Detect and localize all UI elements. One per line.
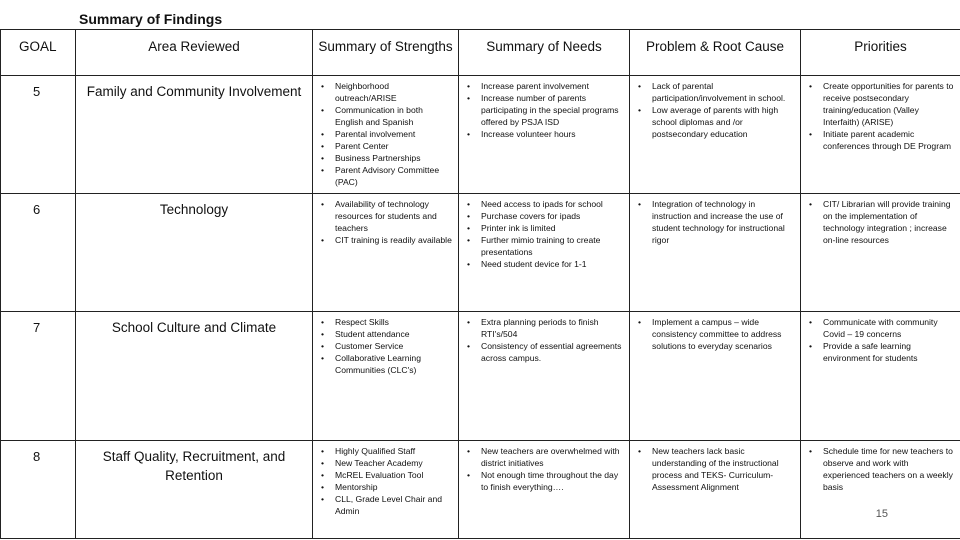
- table-row: [1, 76, 960, 194]
- list-item: • Parental involvement: [335, 128, 452, 140]
- list-item: • CIT/ Librarian will provide training on the implementation of technology integration ; increase on-line resources: [823, 198, 954, 246]
- strengths-list: [313, 76, 458, 188]
- list-item: • Parent Advisory Committee (PAC): [335, 164, 452, 188]
- list-item: • McREL Evaluation Tool: [335, 469, 452, 481]
- list-item: • Collaborative Learning Communities (CLC's): [335, 352, 452, 376]
- problem-cell: [630, 194, 801, 312]
- list-item: • Schedule time for new teachers to observe and work with experienced teachers on a weekly basis: [823, 445, 954, 493]
- list-item: • New Teacher Academy: [335, 457, 452, 469]
- list-item: • Create opportunities for parents to receive postsecondary training/education (Valley Interfaith) (ARISE): [823, 80, 954, 128]
- strengths-cell: [313, 76, 459, 194]
- list-item: • Communication in both English and Spanish: [335, 104, 452, 128]
- priorities-cell: [801, 194, 960, 312]
- needs-cell: [459, 194, 630, 312]
- findings-table: [0, 29, 960, 539]
- list-item: • Student attendance: [335, 328, 452, 340]
- needs-cell: [459, 76, 630, 194]
- list-item: • Further mimio training to create presentations: [481, 234, 623, 258]
- list-item: • Increase parent involvement: [481, 80, 623, 92]
- goal-number: 5: [1, 76, 76, 194]
- page-title: Summary of Findings: [79, 11, 223, 27]
- table-header-row: [1, 30, 960, 76]
- goal-number: 6: [1, 194, 76, 312]
- needs-cell: [459, 312, 630, 441]
- list-item: • Respect Skills: [335, 316, 452, 328]
- list-item: • Extra planning periods to finish RTI's/504: [481, 316, 623, 340]
- list-item: • Mentorship: [335, 481, 452, 493]
- list-item: • Consistency of essential agreements across campus.: [481, 340, 623, 364]
- list-item: • Purchase covers for ipads: [481, 210, 623, 222]
- header-problem-root-cause: Problem & Root Cause: [630, 30, 801, 76]
- list-item: • Printer ink is limited: [481, 222, 623, 234]
- header-area-reviewed: Area Reviewed: [76, 30, 313, 76]
- list-item: • New teachers lack basic understanding of the instructional process and TEKS- Curriculum-Assessment Alignment: [652, 445, 794, 493]
- goal-number: 8: [1, 441, 76, 539]
- area-reviewed: Family and Community Involvement: [76, 76, 313, 194]
- needs-list: [459, 194, 629, 270]
- strengths-list: [313, 441, 458, 517]
- header-goal: GOAL: [1, 30, 76, 76]
- list-item: • Need student device for 1-1: [481, 258, 623, 270]
- problem-list: [630, 76, 800, 140]
- problem-cell: [630, 76, 801, 194]
- list-item: • CIT training is readily available: [335, 234, 452, 246]
- list-item: • Availability of technology resources for students and teachers: [335, 198, 452, 234]
- goal-number: 7: [1, 312, 76, 441]
- priorities-list: [801, 76, 960, 152]
- needs-list: [459, 312, 629, 364]
- problem-cell: [630, 312, 801, 441]
- area-reviewed: Staff Quality, Recruitment, and Retention: [76, 441, 313, 539]
- strengths-list: [313, 194, 458, 246]
- strengths-cell: [313, 441, 459, 539]
- header-summary-of-needs: Summary of Needs: [459, 30, 630, 76]
- list-item: • Not enough time throughout the day to finish everything….: [481, 469, 623, 493]
- list-item: • New teachers are overwhelmed with district initiatives: [481, 445, 623, 469]
- table-row: [1, 441, 960, 539]
- page-number: 15: [875, 508, 888, 520]
- list-item: • Increase number of parents participating in the special programs offered by PSJA ISD: [481, 92, 623, 128]
- problem-list: [630, 194, 800, 246]
- priorities-cell: [801, 312, 960, 441]
- header-summary-of-strengths: Summary of Strengths: [313, 30, 459, 76]
- list-item: • Low average of parents with high school diplomas and /or postsecondary education: [652, 104, 794, 140]
- list-item: • Parent Center: [335, 140, 452, 152]
- problem-list: [630, 441, 800, 493]
- needs-list: [459, 76, 629, 140]
- list-item: • Implement a campus – wide consistency committee to address solutions to everyday scenarios: [652, 316, 794, 352]
- list-item: • Neighborhood outreach/ARISE: [335, 80, 452, 104]
- list-item: • Highly Qualified Staff: [335, 445, 452, 457]
- priorities-cell: [801, 441, 960, 539]
- priorities-list: [801, 441, 960, 493]
- list-item: • Integration of technology in instruction and increase the use of student technology for instructional rigor: [652, 198, 794, 246]
- list-item: • Initiate parent academic conferences through DE Program: [823, 128, 954, 152]
- list-item: • Customer Service: [335, 340, 452, 352]
- area-reviewed: School Culture and Climate: [76, 312, 313, 441]
- strengths-list: [313, 312, 458, 376]
- header-priorities: Priorities: [801, 30, 960, 76]
- list-item: • Provide a safe learning environment for students: [823, 340, 954, 364]
- needs-list: [459, 441, 629, 493]
- strengths-cell: [313, 194, 459, 312]
- list-item: • Lack of parental participation/involvement in school.: [652, 80, 794, 104]
- priorities-list: [801, 194, 960, 246]
- strengths-cell: [313, 312, 459, 441]
- area-reviewed: Technology: [76, 194, 313, 312]
- table-row: [1, 194, 960, 312]
- priorities-list: [801, 312, 960, 364]
- table-row: [1, 312, 960, 441]
- priorities-cell: [801, 76, 960, 194]
- list-item: • Increase volunteer hours: [481, 128, 623, 140]
- problem-cell: [630, 441, 801, 539]
- list-item: • Business Partnerships: [335, 152, 452, 164]
- needs-cell: [459, 441, 630, 539]
- list-item: • CLL, Grade Level Chair and Admin: [335, 493, 452, 517]
- problem-list: [630, 312, 800, 352]
- list-item: • Communicate with community Covid – 19 concerns: [823, 316, 954, 340]
- list-item: • Need access to ipads for school: [481, 198, 623, 210]
